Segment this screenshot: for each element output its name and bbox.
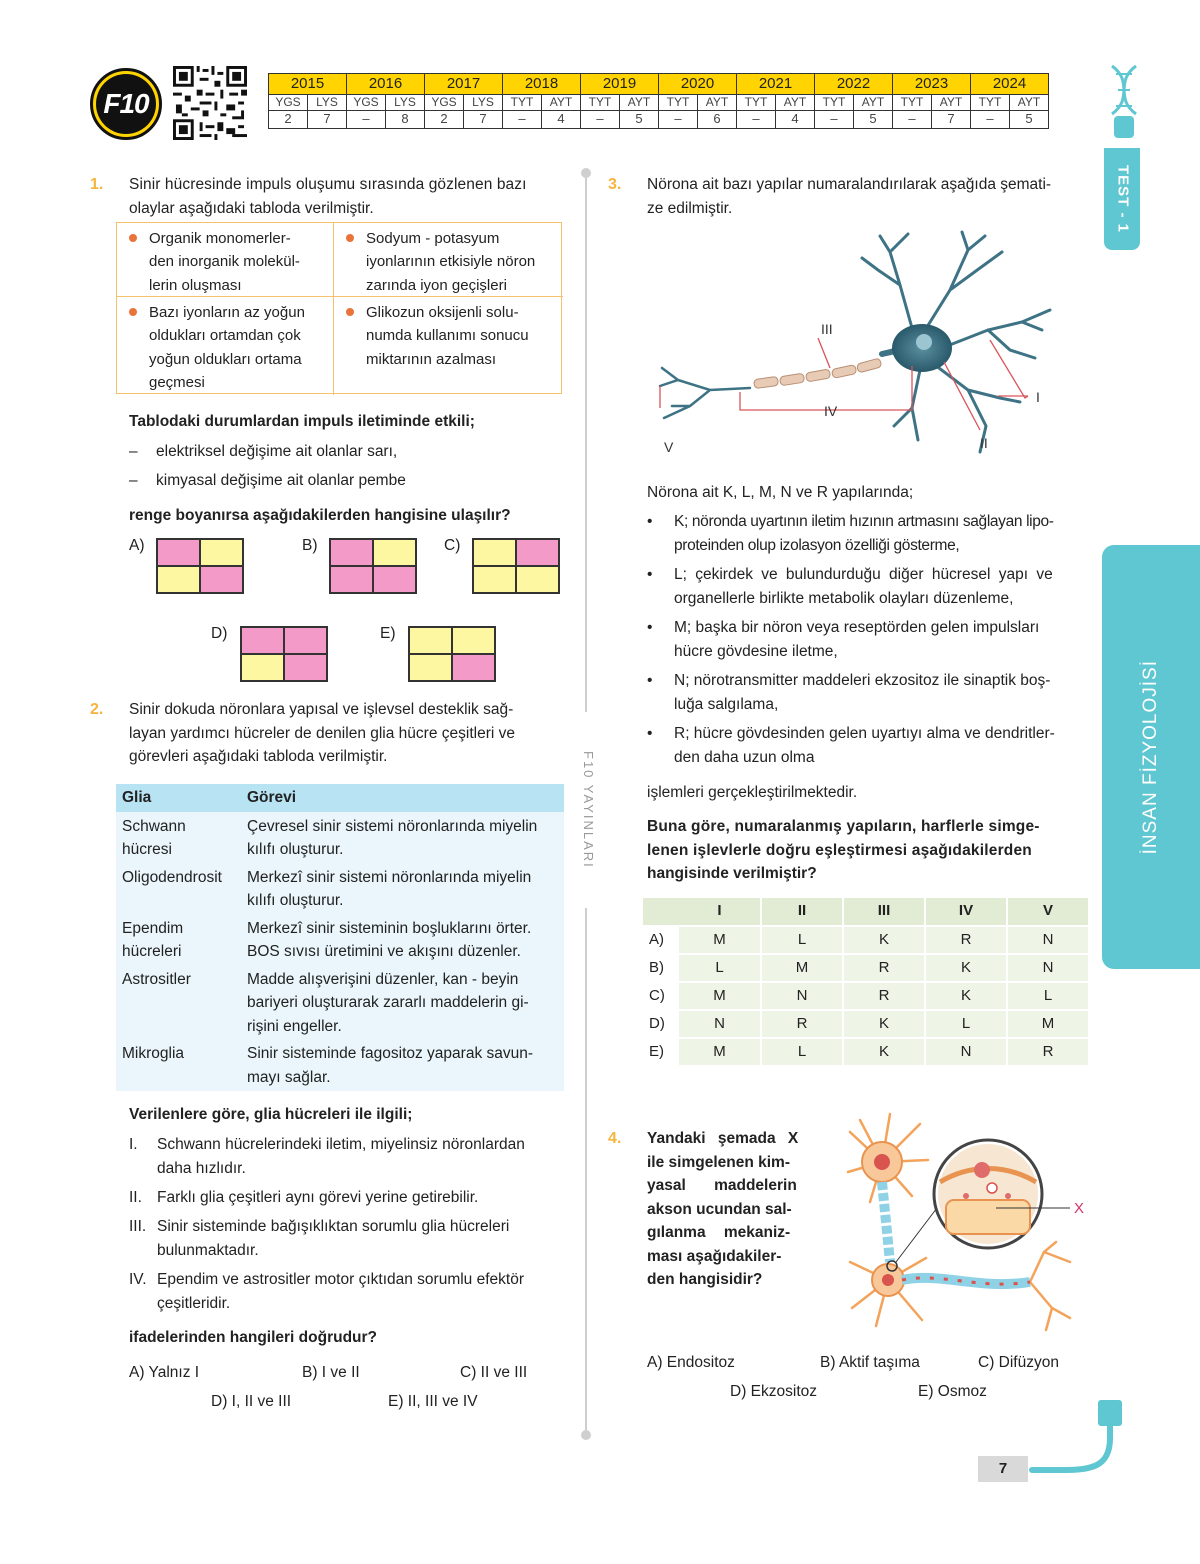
year-cell: 2023 [893,74,971,95]
answer-cell: M [761,954,843,982]
glia-function: Merkezî sinir sisteminin boşluklarını örter. BOS sıvısı üretimini ve akışını düzenler. [247,919,532,961]
answer-cell: L [1007,982,1089,1010]
count-cell: 7 [464,111,503,129]
statement [129,1268,569,1320]
exam-cell: AYT [776,95,815,111]
count-cell: – [893,111,932,129]
exam-cell: TYT [581,95,620,111]
statement-number: III. [129,1218,147,1235]
statement [129,1133,569,1185]
answer-cell: L [761,1038,843,1066]
answer-option[interactable]: A) Endositoz [647,1354,735,1371]
table-row [116,812,564,863]
answer-cell: L [925,1010,1007,1038]
exam-type-row [269,95,1049,111]
statement [129,1186,569,1212]
cell-line: yoğun oldukları ortama [149,350,302,368]
option-label[interactable]: A) [129,537,145,554]
answer-row[interactable] [643,926,1089,954]
answer-option[interactable]: B) Aktif taşıma [820,1354,920,1371]
count-cell: 7 [932,111,971,129]
answer-cell: R [925,926,1007,954]
event-cell [117,223,334,297]
year-cell: 2020 [659,74,737,95]
year-cell: 2024 [971,74,1049,95]
function-text: N; nörotransmitter maddeleri ekzositoz ile sinaptik boş- luğa salgılama, [674,672,1051,713]
exam-cell: LYS [386,95,425,111]
answer-cell: K [925,982,1007,1010]
answer-cell: K [843,926,925,954]
label-iii: III [821,321,833,337]
column-header: III [843,898,925,926]
cell-line: iyonlarının etkisiyle nöron [366,253,536,271]
events-table [116,222,562,394]
answer-row[interactable] [643,982,1089,1010]
exam-cell: TYT [815,95,854,111]
exam-history-table [268,73,1049,129]
year-cell: 2022 [815,74,893,95]
corner-cell [643,898,679,926]
q1-question: renge boyanırsa aşağıdakilerden hangisine ulaşılır? [129,507,511,524]
q3-intro: Nörona ait K, L, M, N ve R yapılarında; [647,484,914,501]
exam-cell: TYT [503,95,542,111]
answer-cell: K [843,1010,925,1038]
answer-cell: L [679,954,761,982]
divider-dot [581,168,591,178]
q1-lead: Tablodaki durumlardan impuls iletiminde etkili; [129,413,475,430]
option-c-grid[interactable] [472,538,560,594]
answer-row[interactable] [643,1038,1089,1066]
answer-cell: N [679,1010,761,1038]
exam-cell: TYT [971,95,1010,111]
exam-cell: AYT [932,95,971,111]
statement-number: II. [129,1189,142,1206]
answer-label[interactable]: A) [643,926,679,954]
q4-stem: Yandaki şemada X ile simgelenen kim- yasal maddelerin akson ucundan sal- gılanma mekaniz- ması aşağıdakiler- den hangisidir? [647,1130,799,1289]
answer-option[interactable]: C) II ve III [460,1364,528,1381]
exam-cell: TYT [659,95,698,111]
answer-cell: K [843,1038,925,1066]
stem-line: Nörona ait bazı yapılar numaralandırılarak aşağıda şemati- [647,176,1052,193]
glia-table [116,784,564,1091]
stem-line: Sinir dokuda nöronlara yapısal ve işlevsel desteklik sağ- [129,701,514,718]
answer-cell: M [679,982,761,1010]
function-text: M; başka bir nöron veya reseptörden gelen impulsları hücre gövdesine iletme, [674,619,1040,660]
cell-line: geçmesi [149,373,205,391]
glia-name: Schwann hücresi [122,817,186,859]
dash-mark: – [129,472,138,489]
cell-line: miktarının azalması [366,350,497,368]
topic-label: İNSAN FİZYOLOJİSİ [1139,659,1161,855]
test-tab [1104,148,1140,250]
column-header: Görevi [241,784,564,812]
label-i: I [1036,389,1040,405]
answer-option[interactable]: C) Difüzyon [978,1354,1059,1371]
column-header: II [761,898,843,926]
answer-cell: N [925,1038,1007,1066]
glia-name: Oligodendrosit [122,868,222,886]
answer-cell: M [1007,1010,1089,1038]
glia-name: Ependim hücreleri [122,919,184,961]
stem-line: ze edilmiştir. [647,199,733,217]
answer-label[interactable]: B) [643,954,679,982]
qr-code-icon[interactable] [172,66,248,140]
count-cell: 7 [308,111,347,129]
option-label[interactable]: E) [380,625,396,642]
answer-row[interactable] [643,954,1089,982]
glia-function: Çevresel sinir sistemi nöronlarında miyelin kılıfı oluşturur. [247,817,538,859]
exam-cell: LYS [308,95,347,111]
count-cell: 4 [542,111,581,129]
answer-cell: N [1007,954,1089,982]
q1-stem [129,173,565,220]
function-item [647,669,1087,721]
publisher-text: F10 YAYINLARI [580,751,596,869]
answer-row[interactable] [643,1010,1089,1038]
exam-cell: AYT [542,95,581,111]
table-row [116,914,564,965]
q3-closing: işlemleri gerçekleştirilmektedir. [647,784,858,801]
dash-mark: – [129,443,138,460]
answer-option[interactable]: E) Osmoz [918,1383,987,1400]
option-label[interactable]: C) [444,537,461,554]
question-number: 1. [90,176,104,193]
exam-cell: YGS [269,95,308,111]
answer-cell: L [761,926,843,954]
option-a-grid[interactable] [156,538,244,594]
function-text: L; çekirdek ve bulundurduğu diğer hücresel yapı ve organellerle birlikte metabolik olayları düzenleme, [674,566,1053,607]
year-cell: 2018 [503,74,581,95]
column-header: Glia [116,784,241,812]
function-item [647,510,1087,562]
exam-cell: TYT [737,95,776,111]
exam-cell: AYT [698,95,737,111]
years-row [269,74,1049,95]
count-cell: – [503,111,542,129]
divider-dot [581,1430,591,1440]
function-item [647,722,1087,774]
count-cell: – [659,111,698,129]
count-cell: 5 [854,111,893,129]
year-cell: 2017 [425,74,503,95]
statement [129,1215,569,1267]
count-cell: – [347,111,386,129]
table-row [116,1039,564,1090]
event-cell [117,297,334,395]
answer-option[interactable]: D) Ekzositoz [730,1383,817,1400]
x-label: X [1074,1200,1085,1217]
answer-option[interactable]: D) I, II ve III [211,1393,292,1410]
exam-cell: YGS [425,95,464,111]
count-cell: 6 [698,111,737,129]
glia-name: Mikroglia [122,1045,185,1063]
q1-dash-line: elektriksel değişime ait olanlar sarı, [156,443,398,460]
answer-cell: N [1007,926,1089,954]
statement-text: Sinir sisteminde bağışıklıktan sorumlu glia hücreleri bulunmaktadır. [157,1218,510,1259]
year-cell: 2021 [737,74,815,95]
glia-name: Astrositler [122,970,191,988]
table-row [116,965,564,1040]
count-cell: 5 [620,111,659,129]
count-cell: – [737,111,776,129]
exam-cell: TYT [893,95,932,111]
cell-line: lerin oluşması [149,276,242,294]
q2-lead: Verilenlere göre, glia hücreleri ile ilgili; [129,1106,413,1123]
answer-cell: R [843,954,925,982]
answer-option[interactable]: E) II, III ve IV [388,1393,478,1410]
count-cell: 8 [386,111,425,129]
stem-line: layan yardımcı hücreler de denilen glia hücre çeşitleri ve [129,724,515,742]
answer-option[interactable]: A) Yalnız I [129,1364,200,1381]
bullet-dot: • [647,619,653,636]
glia-function: Merkezî sinir sistemi nöronlarında miyelin kılıfı oluşturur. [247,868,532,910]
statement-text: Schwann hücrelerindeki iletim, miyelinsiz nöronlardan daha hızlıdır. [157,1136,525,1177]
glia-function: Sinir sisteminde fagositoz yaparak savun- mayı sağlar. [247,1045,534,1087]
function-text: K; nöronda uyartının iletim hızının artmasını sağlayan lipo- proteinden olup izolasyon özelliği gösterme, [674,513,1054,554]
label-iv: IV [824,403,838,419]
function-item [647,616,1087,668]
answer-label[interactable]: E) [643,1038,679,1066]
year-cell: 2015 [269,74,347,95]
answer-matching-table [643,898,1090,1067]
option-label[interactable]: B) [302,537,318,554]
answer-cell: K [925,954,1007,982]
q2-stem [129,698,565,769]
bullet-dot: • [647,513,653,530]
q2-question: ifadelerinden hangileri doğrudur? [129,1329,378,1346]
column-header: IV [925,898,1007,926]
cell-line: zarında iyon geçişleri [366,276,507,294]
answer-cell: R [1007,1038,1089,1066]
table-header-row [643,898,1089,926]
option-b-grid[interactable] [329,538,417,594]
count-cell: 2 [425,111,464,129]
test-label: TEST - 1 [1114,164,1132,233]
count-cell: – [581,111,620,129]
option-e-grid[interactable] [408,626,496,682]
cable-decoration-icon [1020,1398,1130,1488]
option-d-grid[interactable] [240,626,328,682]
year-cell: 2019 [581,74,659,95]
event-cell [334,223,563,297]
function-item [647,563,1087,615]
event-cell [334,297,563,395]
count-cell: 5 [1010,111,1049,129]
answer-label[interactable]: C) [643,982,679,1010]
answer-cell: M [679,1038,761,1066]
cell-line: numda kullanımı sonucu [366,327,529,345]
answer-cell: N [761,982,843,1010]
q3-question: Buna göre, numaralanmış yapıların, harflerle simge- lenen işlevlerle doğru eşleştirmesi aşağıdakilerden hangisinde verilmiştir? [647,818,1040,883]
synapse-diagram [830,1112,1092,1334]
table-row [116,863,564,914]
bullet-dot: • [647,725,653,742]
neuron-diagram [650,230,1070,470]
count-cell: – [815,111,854,129]
column-header: I [679,898,761,926]
answer-option[interactable]: B) I ve II [302,1364,360,1381]
cell-line: Bazı iyonların az yoğun [149,304,305,321]
count-cell: 4 [776,111,815,129]
exam-cell: AYT [1010,95,1049,111]
cell-line: Organik monomerler- [149,230,291,247]
column-header: V [1007,898,1089,926]
year-cell: 2016 [347,74,425,95]
answer-cell: R [761,1010,843,1038]
glia-function: Madde alışverişini düzenler, kan - beyin bariyeri oluşturarak zararlı maddelerin gi- rişini engeller. [247,970,529,1035]
exam-cell: AYT [620,95,659,111]
topic-tab [1102,545,1200,969]
count-cell: 2 [269,111,308,129]
stem-line: görevleri aşağıdaki tabloda verilmiştir. [129,748,388,766]
stem-line: Sinir hücresinde impuls oluşumu sırasında gözlenen bazı [129,176,527,193]
answer-cell: R [843,982,925,1010]
q1-dash-line: kimyasal değişime ait olanlar pembe [156,472,406,489]
statement-number: IV. [129,1271,147,1288]
exam-cell: LYS [464,95,503,111]
logo-text: F10 [96,74,156,134]
page-number: 7 [978,1456,1028,1482]
cell-line: den inorganik molekül- [149,253,300,271]
label-ii: II [980,435,988,451]
option-label[interactable]: D) [211,625,228,642]
f10-logo [90,68,162,140]
cell-line: Sodyum - potasyum [366,230,500,247]
answer-label[interactable]: D) [643,1010,679,1038]
answer-cell: M [679,926,761,954]
statement-number: I. [129,1136,138,1153]
function-text: R; hücre gövdesinden gelen uyartıyı alma ve dendritler- den daha uzun olma [674,725,1055,766]
cell-line: Glikozun oksijenli solu- [366,304,519,321]
q3-stem [647,173,1087,220]
question-number: 4. [608,1130,622,1147]
cell-line: oldukları ortamdan çok [149,327,301,345]
table-header-row [116,784,564,812]
bullet-dot: • [647,672,653,689]
question-number: 2. [90,701,104,718]
exam-cell: YGS [347,95,386,111]
exam-cell: AYT [854,95,893,111]
publisher-watermark [574,712,602,908]
bullet-dot: • [647,566,653,583]
stem-line: olaylar aşağıdaki tabloda verilmiştir. [129,199,374,217]
label-v: V [664,439,674,455]
question-count-row [269,111,1049,129]
dna-icon [1104,64,1144,140]
statement-text: Ependim ve astrositler motor çıktıdan sorumlu efektör çeşitleridir. [157,1271,524,1312]
question-number: 3. [608,176,622,193]
statement-text: Farklı glia çeşitleri aynı görevi yerine getirebilir. [157,1189,479,1206]
count-cell: – [971,111,1010,129]
